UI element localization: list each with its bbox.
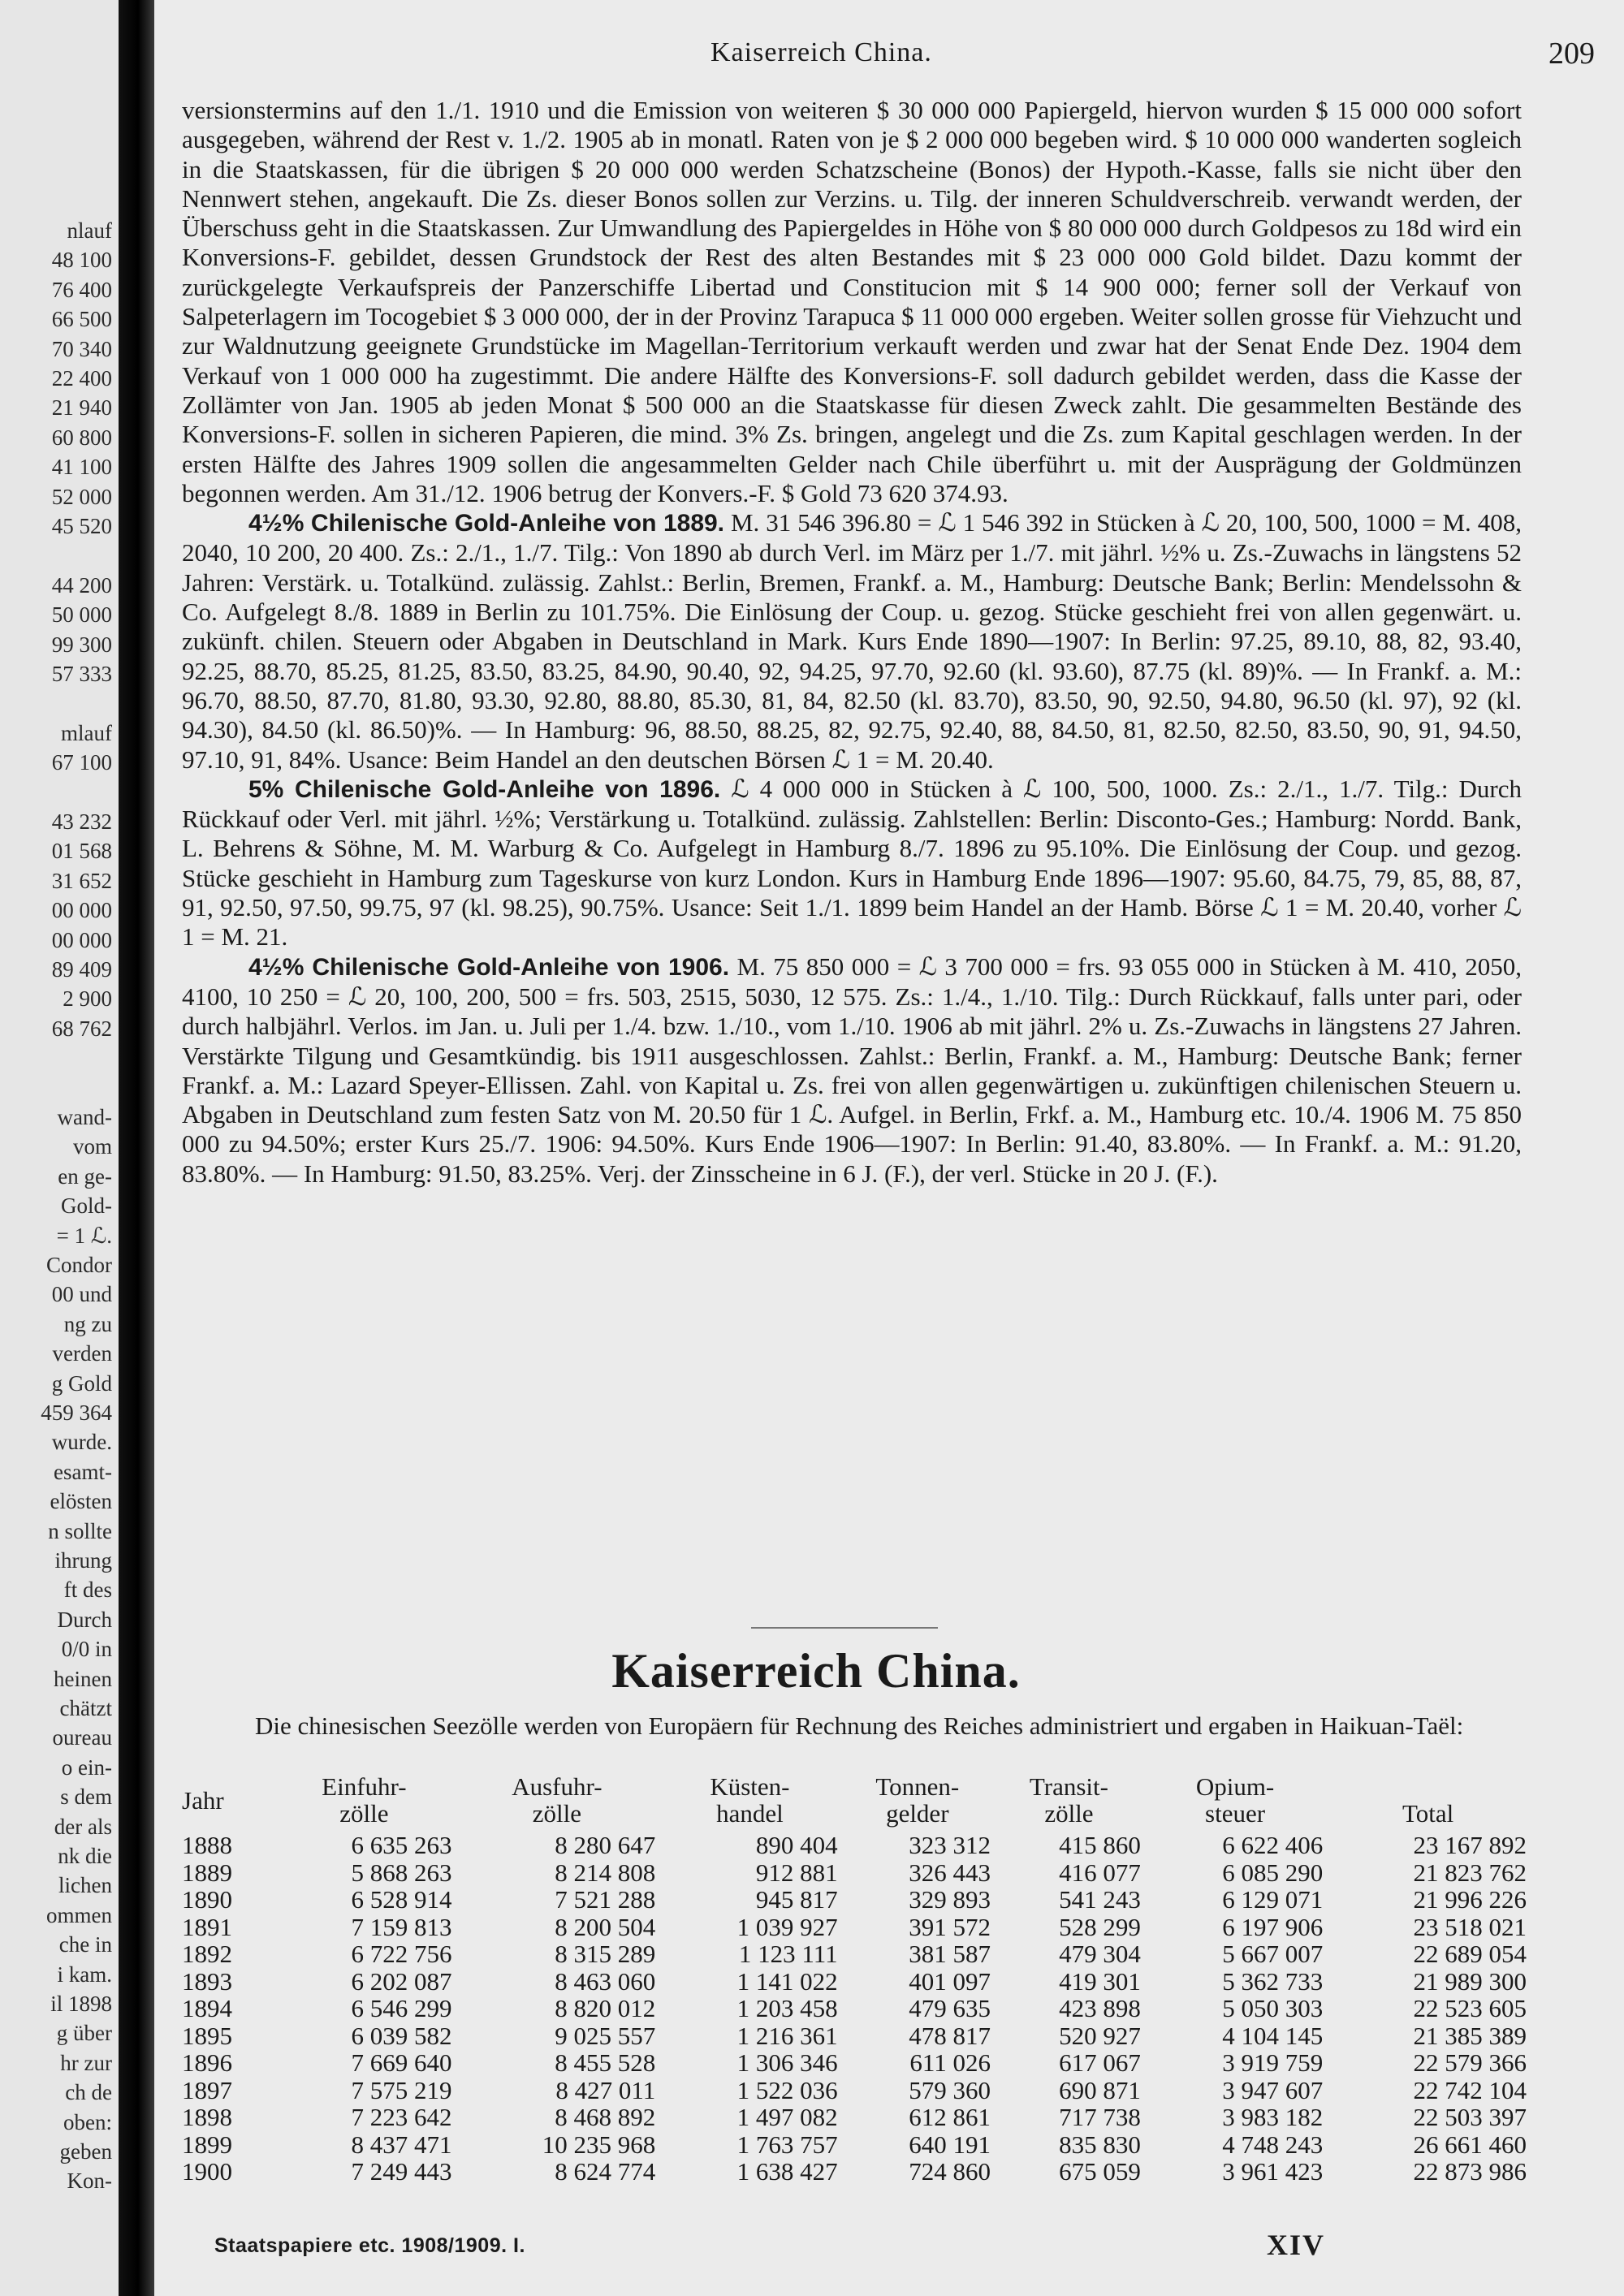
left-column-line: 48 100 — [51, 248, 112, 273]
left-column-line: o ein- — [61, 1754, 112, 1780]
left-column-line: 22 400 — [51, 366, 112, 391]
year-cell: 1889 — [182, 1858, 232, 1887]
left-column-line: 44 200 — [51, 572, 112, 598]
left-column-line: 0/0 in — [61, 1637, 112, 1662]
left-column-line: 00 und — [51, 1282, 112, 1307]
table-cell: 6 197 906 — [1222, 1912, 1324, 1941]
table-cell: 391 572 — [909, 1912, 991, 1941]
body-text — [182, 96, 1522, 1189]
table-cell: 717 738 — [1059, 2103, 1141, 2131]
left-column-line: Durch — [57, 1607, 112, 1632]
table-row — [182, 2131, 1530, 2159]
table-cell: 640 191 — [909, 2130, 991, 2159]
table-cell: 401 097 — [909, 1966, 991, 1996]
column-header — [841, 1773, 994, 1832]
left-column-line: i kam. — [57, 1962, 112, 1987]
table-cell: 6 202 087 — [351, 1966, 452, 1996]
left-column-line: 99 300 — [51, 632, 112, 657]
table-cell: 6 546 299 — [351, 1994, 452, 2022]
year-cell: 1891 — [182, 1912, 232, 1941]
left-column-line: wurde. — [51, 1430, 112, 1455]
table-cell: 690 871 — [1059, 2075, 1141, 2104]
left-column-line: vom — [72, 1134, 112, 1159]
column-header-line-1: Opium- — [1195, 1772, 1275, 1801]
table-cell: 1 123 111 — [738, 1940, 838, 1968]
table-cell: 5 050 303 — [1222, 1994, 1324, 2022]
table-cell: 415 860 — [1059, 1831, 1141, 1859]
left-column-line: 45 520 — [51, 514, 112, 538]
left-column-line: ommen — [46, 1902, 112, 1927]
column-header — [456, 1773, 659, 1832]
table-cell: 21 823 762 — [1413, 1858, 1527, 1887]
table-cell: 835 830 — [1059, 2130, 1141, 2159]
column-header-line-1: Küsten- — [710, 1772, 790, 1801]
table-cell: 7 249 443 — [351, 2157, 452, 2186]
table-cell: 4 104 145 — [1222, 2021, 1324, 2050]
table-cell: 520 927 — [1059, 2021, 1141, 2050]
left-column-line: Condor — [46, 1253, 112, 1277]
table-cell: 6 085 290 — [1222, 1858, 1324, 1887]
left-column-line: ng zu — [63, 1311, 112, 1336]
table-cell: 479 635 — [909, 1994, 991, 2022]
column-header-line-2: zölle — [339, 1799, 389, 1828]
table-cell: 479 304 — [1059, 1940, 1141, 1968]
table-cell: 6 129 071 — [1222, 1885, 1324, 1914]
left-column-line: Kon- — [67, 2169, 112, 2194]
left-column-line: che in — [58, 1932, 112, 1957]
left-column-line: nk die — [58, 1844, 112, 1868]
table-cell: 22 689 054 — [1413, 1940, 1527, 1968]
table-cell: 6 528 914 — [351, 1885, 452, 1914]
year-cell: 1892 — [182, 1940, 232, 1968]
left-column-line: = 1 ℒ. — [56, 1223, 112, 1248]
table-cell: 326 443 — [909, 1858, 991, 1887]
left-column-line: 66 500 — [51, 307, 112, 332]
table-row — [182, 1914, 1530, 1941]
left-column-line: 43 232 — [51, 809, 112, 834]
table-cell: 8 820 012 — [555, 1994, 656, 2022]
column-header-line-2: gelder — [886, 1799, 949, 1828]
table-cell: 6 635 263 — [351, 1831, 452, 1859]
year-cell: 1890 — [182, 1885, 232, 1914]
left-column-line: Gold- — [61, 1193, 112, 1219]
table-row — [182, 1995, 1530, 2022]
left-column-line: 41 100 — [51, 455, 112, 480]
left-column-line: 76 400 — [51, 277, 112, 302]
loan-1889-text: M. 31 546 396.80 = ℒ 1 546 392 in Stücken à ℒ 20, 100, 500, 1000 = M. 408, 2040, 10 200, 20 400. Zs.: 2./1., 1./7. Tilg.: Von 1890 ab durch Verl. im März per 1./7. mit jährl. ½% u. Zs.-Zuwachs in längstens 52 Jahren: Verstärk. u. Totalkünd. zulässig. Zahlst.: Berlin, Bremen, Frankf. a. M., Hamburg: Deutsche Bank; Berlin: Mendelssohn & Co. Aufgelegt 8./8. 1889 in Berlin zu 101.75%. Die Einlösung der Coup. u. gezog. Stücke geschieht frei von allen gegenwärt. u. zukünft. chilen. Steuern oder Abgaben in Deutschland in Mark. Kurs Ende 1890—1907: In Berlin: 97.25, 89.10, 88, 82, 93.40, 92.25, 88.70, 85.25, 81.25, 83.50, 83.25, 84.90, 90.40, 92, 94.25, 97.70, 92.60 (kl. 93.60), 87.75 (kl. 89)%. — In Frankf. a. M.: 96.70, 88.50, 87.70, 81.80, 93.30, 92.80, 88.80, 85.30, 81, 84, 82.50 (kl. 83.70), 83.50, 90, 92.50, 94.80, 96.50 (kl. 97), 92 (kl. 94.30), 84.50 (kl. 86.50)%. — In Hamburg: 96, 88.50, 88.25, 82, 92.75, 92.40, 88, 84.50, 81, 82.50, 82.50, 83.50, 90, 91, 94.50, 97.10, 91, 84%. Usance: Beim Handel an den deutschen Börsen ℒ 1 = M. 20.40. — [182, 508, 1522, 774]
table-cell: 22 503 397 — [1413, 2103, 1527, 2131]
column-header — [1326, 1773, 1530, 1832]
left-column-line: mlauf — [61, 720, 112, 745]
table-row — [182, 1968, 1530, 1996]
left-column-line: esamt- — [54, 1459, 112, 1484]
page-number: 209 — [1548, 37, 1595, 71]
column-header-line-2: zölle — [532, 1799, 581, 1828]
page — [154, 0, 1624, 2296]
table-cell: 8 315 289 — [555, 1940, 656, 1968]
left-column-line: 89 409 — [51, 957, 112, 982]
column-header — [659, 1773, 840, 1832]
table-row — [182, 1859, 1530, 1887]
table-cell: 21 989 300 — [1413, 1966, 1527, 1996]
table-cell: 416 077 — [1059, 1858, 1141, 1887]
footer-sheet-number: XIV — [1267, 2229, 1326, 2261]
table-cell: 21 385 389 — [1413, 2021, 1527, 2050]
left-column-line: 57 333 — [51, 662, 112, 686]
left-column-line: g über — [56, 2021, 112, 2046]
left-column-line: 60 800 — [51, 425, 112, 450]
left-column-line: lichen — [58, 1873, 112, 1898]
table-cell: 423 898 — [1059, 1994, 1141, 2022]
column-header — [1144, 1773, 1326, 1832]
table-cell: 26 661 460 — [1413, 2130, 1527, 2159]
table-cell: 1 039 927 — [736, 1912, 838, 1941]
table-cell: 1 522 036 — [736, 2075, 838, 2104]
table-cell: 7 669 640 — [351, 2048, 452, 2077]
running-head: Kaiserreich China. — [710, 37, 932, 67]
table-cell: 419 301 — [1059, 1966, 1141, 1996]
table-cell: 23 518 021 — [1413, 1912, 1527, 1941]
left-column-line: 50 000 — [51, 602, 112, 628]
year-cell: 1888 — [182, 1831, 232, 1859]
table-row — [182, 2022, 1530, 2050]
table-cell: 617 067 — [1059, 2048, 1141, 2077]
table-cell: 1 216 361 — [736, 2021, 838, 2050]
table-cell: 890 404 — [755, 1831, 838, 1859]
year-cell: 1898 — [182, 2103, 232, 2131]
loan-1896-title: 5% Chilenische Gold-Anleihe von 1896. — [248, 775, 721, 803]
left-column-line: oben: — [63, 2109, 112, 2134]
table-cell: 8 214 808 — [555, 1858, 656, 1887]
table-cell: 22 742 104 — [1413, 2075, 1527, 2104]
table-cell: 5 868 263 — [351, 1858, 452, 1887]
table-cell: 945 817 — [755, 1885, 838, 1914]
table-cell: 1 763 757 — [736, 2130, 838, 2159]
table-row — [182, 1832, 1530, 1859]
table-cell: 22 523 605 — [1413, 1994, 1527, 2022]
left-column-line: 52 000 — [51, 484, 112, 509]
table-row — [182, 2049, 1530, 2077]
column-header-line-1: Transit- — [1029, 1772, 1108, 1801]
column-header-line-1: Ausfuhr- — [512, 1772, 603, 1801]
table-cell: 7 223 642 — [351, 2103, 452, 2131]
year-cell: 1893 — [182, 1966, 232, 1996]
loan-1896-paragraph — [182, 775, 1522, 952]
table-cell: 478 817 — [909, 2021, 991, 2050]
column-header-line-1: Einfuhr- — [322, 1772, 407, 1801]
table-cell: 8 200 504 — [555, 1912, 656, 1941]
table-cell: 22 579 366 — [1413, 2048, 1527, 2077]
left-column-line: verden — [52, 1341, 112, 1366]
table-cell: 10 235 968 — [542, 2130, 656, 2159]
table-cell: 8 455 528 — [555, 2048, 656, 2077]
table-cell: 22 873 986 — [1413, 2157, 1527, 2186]
section-intro: Die chinesischen Seezölle werden von Europäern für Rechnung des Reiches administriert und ergaben in Haikuan-Taël: — [255, 1711, 1464, 1740]
table-cell: 528 299 — [1059, 1912, 1141, 1941]
facing-page-margin — [0, 0, 119, 2296]
footer-signature: Staatspapiere etc. 1908/1909. I. — [214, 2234, 525, 2257]
left-column-line: s dem — [60, 1785, 112, 1810]
column-header-line-1: Tonnen- — [875, 1772, 960, 1801]
left-column-line: g Gold — [51, 1370, 112, 1396]
table-cell: 21 996 226 — [1413, 1885, 1527, 1914]
left-column-line: 31 652 — [51, 868, 112, 893]
table-row — [182, 1886, 1530, 1914]
year-cell: 1897 — [182, 2075, 232, 2104]
table-cell: 1 638 427 — [736, 2157, 838, 2186]
table-cell: 8 280 647 — [555, 1831, 656, 1859]
year-cell: 1900 — [182, 2157, 232, 2186]
left-column-line: elösten — [50, 1489, 112, 1514]
left-column-line: n sollte — [48, 1518, 112, 1543]
left-column-line: hr zur — [60, 2050, 112, 2075]
table-cell: 541 243 — [1059, 1885, 1141, 1914]
table-cell: 1 141 022 — [736, 1966, 838, 1996]
column-header — [994, 1773, 1144, 1832]
table-header-row — [182, 1773, 1530, 1832]
year-cell: 1895 — [182, 2021, 232, 2050]
table-cell: 8 437 471 — [351, 2130, 452, 2159]
table-cell: 8 468 892 — [555, 2103, 656, 2131]
table-cell: 612 861 — [909, 2103, 991, 2131]
column-header-line-2: zölle — [1044, 1799, 1094, 1828]
table-cell: 579 360 — [909, 2075, 991, 2104]
left-column-line: nlauf — [67, 218, 112, 243]
table-row — [182, 2104, 1530, 2131]
table-cell: 329 893 — [909, 1885, 991, 1914]
left-column-line: 70 340 — [51, 336, 112, 361]
left-column-line: heinen — [54, 1666, 112, 1691]
left-column-line: 00 000 — [51, 898, 112, 923]
left-column-line: 00 000 — [51, 927, 112, 952]
table-cell: 5 362 733 — [1222, 1966, 1324, 1996]
table-cell: 8 427 011 — [555, 2075, 656, 2104]
year-cell: 1899 — [182, 2130, 232, 2159]
left-column-line: ihrung — [54, 1548, 112, 1573]
loan-1906-text: M. 75 850 000 = ℒ 3 700 000 = frs. 93 055 000 in Stücken à M. 410, 2050, 4100, 10 250 = ℒ 20, 100, 200, 500 = frs. 503, 2515, 5030, 12 575. Zs.: 1./4., 1./10. Tilg.: Durch Rückkauf, falls unter pari, oder durch halbjährl. Verlos. im Jan. u. Juli per 1./4. bzw. 1./10., vom 1./10. 1906 ab mit jährl. 2% u. Zs.-Zuwachs in längstens 27 Jahren. Verstärkte Tilgung und Gesamtkündig. bis 1911 ausgeschlossen. Zahlst.: Berlin, Frankf. a. M., Hamburg: Deutsche Bank; ferner Frankf. a. M.: Lazard Speyer-Ellissen. Zahl. von Kapital u. Zs. frei von allen gegenwärtigen u. zukünftigen chilenischen Steuern u. Abgaben in Deutschland zum festen Satz von M. 20.50 für 1 ℒ. Aufgel. in Berlin, Frkf. a. M., Hamburg etc. 10./4. 1906 M. 75 850 000 zu 94.50%; erster Kurs 25./7. 1906: 94.50%. Kurs Ende 1906—1907: In Berlin: 91.40, 83.80%. — In Frankf. a. M.: 91.20, 83.80%. — In Hamburg: 91.50, 83.25%. Verj. der Zinsscheine in 6 J. (F.), der verl. Stücke in 20 J. (F.). — [182, 952, 1522, 1188]
table-cell: 7 521 288 — [555, 1885, 656, 1914]
loan-1889-title: 4½% Chilenische Gold-Anleihe von 1889. — [248, 510, 725, 537]
loan-1906-title: 4½% Chilenische Gold-Anleihe von 1906. — [248, 953, 730, 981]
table-cell: 23 167 892 — [1413, 1831, 1527, 1859]
table-cell: 7 575 219 — [351, 2075, 452, 2104]
left-column-line: wand- — [57, 1105, 112, 1129]
left-column-line: il 1898 — [50, 1992, 112, 2016]
loan-1906-paragraph — [182, 952, 1522, 1189]
table-cell: 3 947 607 — [1222, 2075, 1324, 2104]
left-column-line: 21 940 — [51, 395, 112, 421]
table-cell: 1 497 082 — [736, 2103, 838, 2131]
year-cell: 1896 — [182, 2048, 232, 2077]
table-body — [182, 1832, 1530, 2186]
table-cell: 3 983 182 — [1222, 2103, 1324, 2131]
table-cell: 3 961 423 — [1222, 2157, 1324, 2186]
table-cell: 1 306 346 — [736, 2048, 838, 2077]
column-header-line-2: steuer — [1205, 1799, 1266, 1828]
year-cell: 1894 — [182, 1994, 232, 2022]
table-cell: 611 026 — [909, 2048, 991, 2077]
column-header-line-1: Total — [1402, 1799, 1454, 1828]
left-column-line: der als — [54, 1814, 112, 1839]
loan-1889-paragraph — [182, 508, 1522, 775]
table-cell: 5 667 007 — [1222, 1940, 1324, 1968]
section-heading: Kaiserreich China. — [611, 1644, 1021, 1698]
column-header-line-2: handel — [716, 1799, 784, 1828]
table-cell: 6 722 756 — [351, 1940, 452, 1968]
left-column-line: 01 568 — [51, 839, 112, 864]
customs-revenue-table — [182, 1773, 1530, 2186]
left-column-line: geben — [59, 2139, 112, 2164]
book-gutter — [119, 0, 154, 2296]
left-column-line: ft des — [63, 1577, 112, 1603]
table-cell: 724 860 — [909, 2157, 991, 2186]
table-cell: 675 059 — [1059, 2157, 1141, 2186]
loan-1896-text: ℒ 4 000 000 in Stücken à ℒ 100, 500, 1000. Zs.: 2./1., 1./7. Tilg.: Durch Rückkauf oder Verl. mit jährl. ½%; Verstärkung u. Totalkünd. zulässig. Zahlstellen: Berlin: Disconto-Ges.; Hamburg: Nordd. Bank, L. Behrens & Söhne, M. M. Warburg & Co. Aufgelegt in Hamburg 8./7. 1896 zu 95.10%. Die Einlösung der Coup. und gezog. Stücke geschieht in Hamburg zum Tageskurse von kurz London. Kurs in Hamburg Ende 1896—1907: 95.60, 84.75, 79, 85, 88, 87, 91, 92.50, 97.50, 99.75, 97 (kl. 98.25), 90.75%. Usance: Seit 1./1. 1899 beim Handel an der Hamb. Börse ℒ 1 = M. 20.40, vorher ℒ 1 = M. 21. — [182, 774, 1522, 952]
column-header — [182, 1773, 273, 1832]
table-row — [182, 2158, 1530, 2186]
table-row — [182, 1940, 1530, 1968]
table-cell: 323 312 — [909, 1831, 991, 1859]
table-cell: 8 463 060 — [555, 1966, 656, 1996]
left-column-line: chätzt — [59, 1696, 112, 1720]
table-cell: 6 622 406 — [1222, 1831, 1324, 1859]
left-column-line: ch de — [65, 2080, 112, 2105]
left-column-line: oureau — [52, 1725, 112, 1750]
table-cell: 3 919 759 — [1222, 2048, 1324, 2077]
table-cell: 6 039 582 — [351, 2021, 452, 2050]
column-header — [273, 1773, 455, 1832]
left-column-line: 67 100 — [51, 750, 112, 775]
left-column-line: 68 762 — [51, 1016, 112, 1041]
opening-paragraph: versionstermins auf den 1./1. 1910 und die Emission von weiteren $ 30 000 000 Papiergeld, hiervon wurden $ 15 000 000 sofort ausgegeben, während der Rest v. 1./2. 1905 ab in monatl. Raten von je $ 2 000 000 begeben wird. $ 10 000 000 wanderten sogleich in die Staatskassen, für die übrigen $ 20 000 000 werden Schatzscheine (Bonos) der Hypoth.-Kasse, falls sie nicht über den Nennwert stehen, angekauft. Die Zs. dieser Bonos sollen zur Verzins. u. Tilg. der inneren Schuldverschreib. verwandt werden, der Überschuss geht in die Staatskassen. Zur Umwandlung des Papiergeldes in Höhe von $ 80 000 000 durch Goldpesos zu 18d wird ein Konversions-F. gebildet, dessen Grundstock der Rest des alten Bestandes mit $ 23 000 000 Gold bildet. Dazu kommt der zurückgelegte Verkaufspreis der Panzerschiffe Libertad und Constitucion mit $ 14 900 000; ferner soll der Verkauf von Salpeterlagern im Tocogebiet $ 3 000 000, der in der Provinz Tarapuca $ 11 000 000 ergeben. Weiter sollen grosse für Viehzucht und zur Waldnutzung geeignete Grundstücke im Magellan-Territorium verkauft werden und zwar hat der Senat Ende Dez. 1904 dem Verkauf von 1 000 000 ha zugestimmt. Die andere Hälfte des Konversions-F. soll dadurch gebildet werden, dass die Kasse der Zollämter von Jan. 1905 ab jeden Monat $ 500 000 an die Staatskasse für diesen Zweck zahlt. Die gesammelten Bestände des Konversions-F. sollen in sicheren Papieren, die mind. 3% Zs. bringen, angelegt und die Zs. zum Kapital geschlagen werden. In der ersten Hälfte des Jahres 1909 sollen die angesammelten Gelder nach Chile überführt u. mit der Ausprägung der Goldmünzen begonnen werden. Am 31./12. 1906 betrug der Konvers.-F. $ Gold 73 620 374.93. — [182, 96, 1522, 507]
table-cell: 7 159 813 — [351, 1912, 452, 1941]
left-column-line: en ge- — [58, 1163, 112, 1189]
table-cell: 912 881 — [755, 1858, 838, 1887]
table-cell: 1 203 458 — [736, 1994, 838, 2022]
table-cell: 9 025 557 — [555, 2021, 656, 2050]
column-header-line-1: Jahr — [182, 1785, 224, 1815]
table-cell: 4 748 243 — [1222, 2130, 1324, 2159]
left-column-line: 2 900 — [63, 986, 112, 1012]
table-cell: 8 624 774 — [555, 2157, 656, 2186]
table-row — [182, 2077, 1530, 2104]
section-divider — [751, 1627, 938, 1629]
table-cell: 381 587 — [909, 1940, 991, 1968]
left-column-line: 459 364 — [41, 1400, 112, 1425]
